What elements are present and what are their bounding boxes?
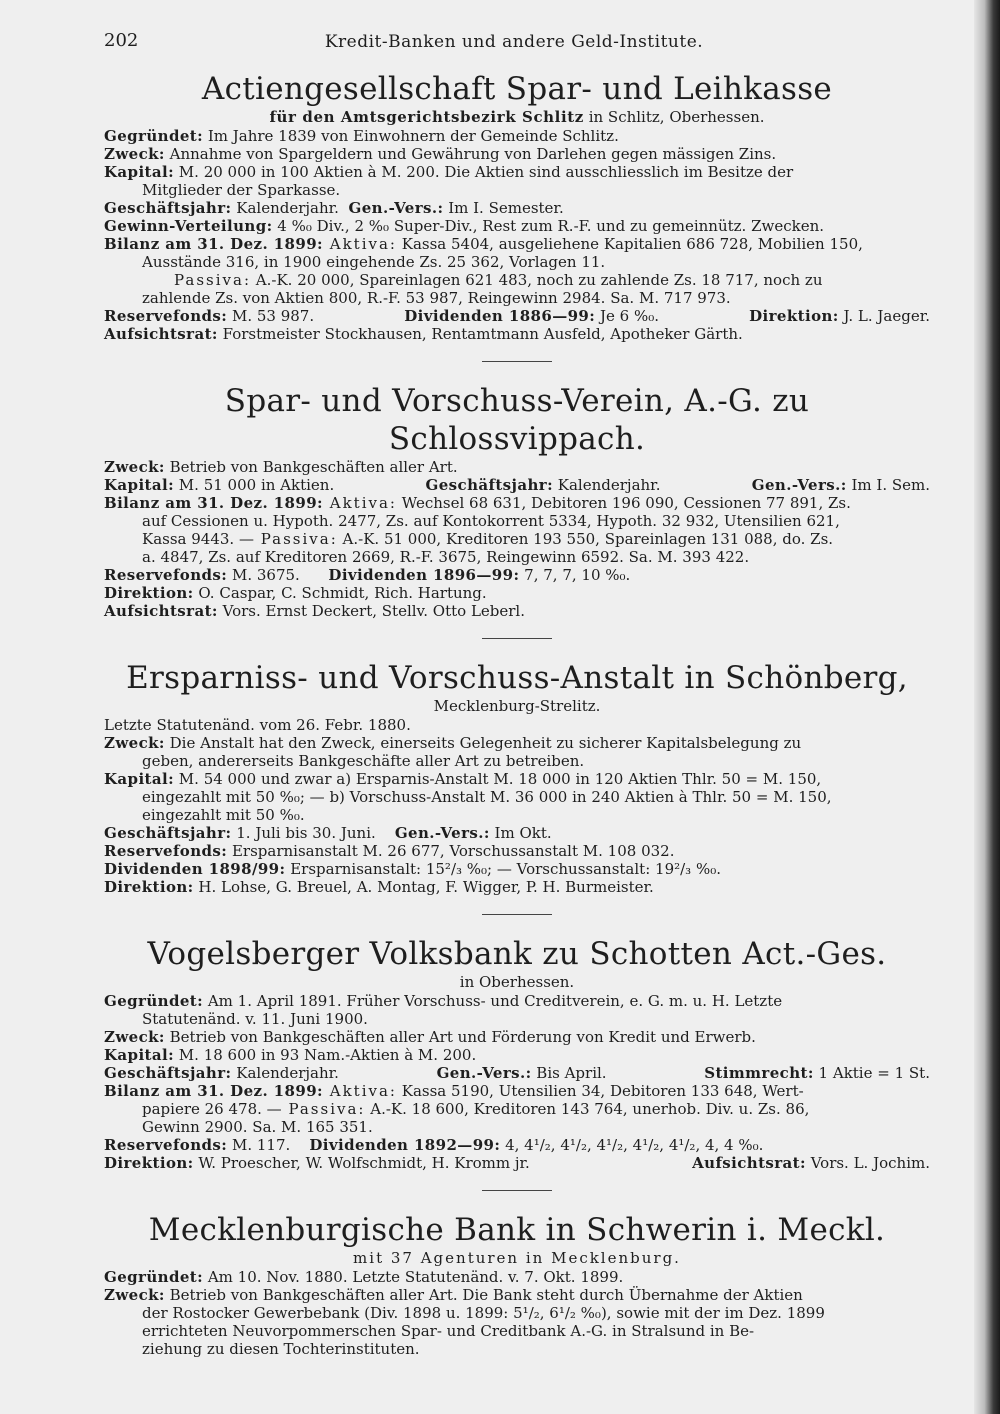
line-label: Aufsichtsrat: [104, 325, 218, 343]
line-text: Vors. L. Jochim. [805, 1154, 930, 1172]
entry-line [104, 307, 930, 325]
line-text: Betrieb von Bankgeschäften aller Art. Die Bank steht durch Übernahme der Aktien [164, 1286, 803, 1304]
line-label: Reservefonds: [104, 1136, 228, 1154]
line-text: Kalenderjahr. [231, 199, 339, 217]
entry-line [104, 1136, 930, 1154]
entry-line [104, 253, 930, 271]
line-label: Direktion: [104, 878, 194, 896]
line-text: 4, 4¹/₂, 4¹/₂, 4¹/₂, 4¹/₂, 4¹/₂, 4, 4 %₀. [500, 1136, 764, 1154]
line-text: a. 4847, Zs. auf Kreditoren 2669, R.-F. 3675, Reingewinn 6592. Sa. M. 393 422. [142, 548, 750, 566]
entry-line [104, 289, 930, 307]
line-label: Aufsichtsrat: [692, 1154, 806, 1172]
line-text: J. L. Jaeger. [838, 307, 930, 325]
line-label: Bilanz am 31. Dez. 1899: [104, 1082, 323, 1100]
line-text: 1. Juli bis 30. Juni. [231, 824, 376, 842]
line-label: Dividenden 1886—99: [404, 307, 596, 325]
line-text: 7, 7, 7, 10 %₀. [519, 566, 631, 584]
entry-schoenberg [104, 659, 930, 896]
line-text: Kassa 5190, Utensilien 34, Debitoren 133 648, Wert- [396, 1082, 804, 1100]
section-separator [482, 1190, 552, 1191]
section-separator [482, 914, 552, 915]
entry-line [104, 145, 930, 163]
line-text: O. Caspar, C. Schmidt, Rich. Hartung. [193, 584, 487, 602]
line-text: Betrieb von Bankgeschäften aller Art. [164, 458, 458, 476]
line-label: Zweck: [104, 734, 165, 752]
line-label: Kapital: [104, 770, 175, 788]
entry-line [104, 512, 930, 530]
line-label: Bilanz am 31. Dez. 1899: [104, 235, 323, 253]
line-label: Direktion: [104, 584, 194, 602]
line-text: Gewinn 2900. Sa. M. 165 351. [142, 1118, 373, 1136]
entry-title: Actiengesellschaft Spar- und Leihkasse [201, 71, 833, 107]
entry-title: Vogelsberger Volksbank zu Schotten Act.-Ges. [147, 936, 887, 972]
line-text: Statutenänd. v. 11. Juni 1900. [142, 1010, 368, 1028]
page-header [104, 30, 924, 56]
line-label: Kapital: [104, 1046, 175, 1064]
entry-subtitle: in Oberhessen. [459, 973, 575, 991]
line-text: papiere 26 478. — [142, 1100, 282, 1118]
subtitle-rest: in Schlitz, Oberhessen. [583, 108, 765, 126]
entry-line [104, 1304, 930, 1322]
line-text: Wechsel 68 631, Debitoren 196 090, Cessionen 77 891, Zs. [396, 494, 851, 512]
line-label: Aufsichtsrat: [104, 602, 218, 620]
line-text: eingezahlt mit 50 %₀; — b) Vorschuss-Anstalt M. 36 000 in 240 Aktien à Thlr. 50 = M. 150, [142, 788, 832, 806]
entry-line [104, 199, 930, 217]
line-spaced: Aktiva: [322, 494, 397, 512]
line-label: Dividenden 1892—99: [309, 1136, 501, 1154]
line-label: Gen.-Vers.: [394, 824, 490, 842]
page-edge-shadow [974, 0, 1000, 1414]
line-text: errichteten Neuvorpommerschen Spar- und Creditbank A.-G. in Stralsund in Be- [142, 1322, 755, 1340]
line-text: Forstmeister Stockhausen, Rentamtmann Ausfeld, Apotheker Gärth. [217, 325, 743, 343]
entry-line [104, 127, 930, 145]
line-text: Ersparnisanstalt: 15²/₃ %₀; — Vorschussanstalt: 19²/₃ %₀. [285, 860, 721, 878]
line-text: A.-K. 20 000, Spareinlagen 621 483, noch zu zahlende Zs. 18 717, noch zu [251, 271, 823, 289]
section-separator [482, 638, 552, 639]
entry-line [104, 842, 930, 860]
subtitle-spaced: mit 37 Agenturen in Mecklenburg. [353, 1249, 681, 1267]
line-label: Gen.-Vers.: [348, 199, 444, 217]
entry-line [104, 163, 930, 181]
entry-schotten [104, 935, 930, 1172]
line-text: der Rostocker Gewerbebank (Div. 1898 u. 1899: 5¹/₂, 6¹/₂ %₀), sowie mit der im Dez. 1899 [142, 1304, 825, 1322]
line-text: Am 10. Nov. 1880. Letzte Statutenänd. v. 7. Okt. 1899. [203, 1268, 624, 1286]
line-text: Kalenderjahr. [553, 476, 661, 494]
line-text: Ersparnisanstalt M. 26 677, Vorschussanstalt M. 108 032. [227, 842, 675, 860]
line-text: zahlende Zs. von Aktien 800, R.-F. 53 987, Reingewinn 2984. Sa. M. 717 973. [142, 289, 731, 307]
line-text: M. 18 600 in 93 Nam.-Aktien à M. 200. [174, 1046, 477, 1064]
line-spaced: Aktiva: [322, 1082, 397, 1100]
entry-line [104, 770, 930, 788]
line-label: Direktion: [104, 1154, 194, 1172]
line-label: Reservefonds: [104, 307, 228, 325]
line-label: Gegründet: [104, 992, 204, 1010]
line-text: Bis April. [531, 1064, 607, 1082]
line-text: eingezahlt mit 50 %₀. [142, 806, 305, 824]
line-text: ziehung zu diesen Tochterinstituten. [142, 1340, 420, 1358]
line-label: Zweck: [104, 145, 165, 163]
line-text: Letzte Statutenänd. vom 26. Febr. 1880. [104, 716, 411, 734]
entry-line [104, 1082, 930, 1100]
line-text: A.-K. 51 000, Kreditoren 193 550, Spareinlagen 131 088, do. Zs. [337, 530, 834, 548]
running-title: Kredit-Banken und andere Geld-Institute. [324, 32, 704, 52]
line-text: Am 1. April 1891. Früher Vorschuss- und Creditverein, e. G. m. u. H. Letzte [203, 992, 783, 1010]
line-label: Reservefonds: [104, 566, 228, 584]
line-spaced: Passiva: [174, 271, 252, 289]
line-text: Die Anstalt hat den Zweck, einerseits Gelegenheit zu sicherer Kapitalsbelegung zu [164, 734, 802, 752]
line-text: W. Proescher, W. Wolfschmidt, H. Kromm jr. [193, 1154, 530, 1172]
line-text: M. 53 987. [227, 307, 315, 325]
line-text: Im I. Semester. [443, 199, 564, 217]
entry-line [104, 566, 930, 584]
entry-line [104, 788, 930, 806]
entry-line [104, 1286, 930, 1304]
line-text: M. 54 000 und zwar a) Ersparnis-Anstalt M. 18 000 in 120 Aktien Thlr. 50 = M. 150, [174, 770, 822, 788]
entry-subtitle [104, 1249, 930, 1267]
line-label: Gen.-Vers.: [436, 1064, 532, 1082]
line-label: Kapital: [104, 476, 175, 494]
entry-line [104, 602, 930, 620]
line-label: Gegründet: [104, 127, 204, 145]
line-text: A.-K. 18 600, Kreditoren 143 764, unerhob. Div. u. Zs. 86, [365, 1100, 810, 1118]
line-text: M. 117. [227, 1136, 291, 1154]
entry-line [104, 584, 930, 602]
entry-line [104, 217, 930, 235]
line-text: Kassa 9443. — [142, 530, 254, 548]
entry-line [104, 1028, 930, 1046]
entry-line [104, 476, 930, 494]
line-label: Geschäftsjahr: [104, 1064, 232, 1082]
entry-line [104, 1100, 930, 1118]
line-label: Gegründet: [104, 1268, 204, 1286]
entry-line [104, 992, 930, 1010]
line-text: M. 3675. [227, 566, 300, 584]
line-text: auf Cessionen u. Hypoth. 2477, Zs. auf Kontokorrent 5334, Hypoth. 32 932, Utensilien 621, [142, 512, 840, 530]
line-label: Dividenden 1896—99: [328, 566, 520, 584]
line-text: Kalenderjahr. [231, 1064, 339, 1082]
entry-line [104, 325, 930, 343]
line-spaced: Aktiva: [322, 235, 397, 253]
line-text: Kassa 5404, ausgeliehene Kapitalien 686 728, Mobilien 150, [396, 235, 863, 253]
line-text: geben, andererseits Bankgeschäfte aller Art zu betreiben. [142, 752, 585, 770]
entry-line [104, 181, 930, 199]
line-text: M. 20 000 in 100 Aktien à M. 200. Die Aktien sind ausschliesslich im Besitze der [174, 163, 794, 181]
entry-title: Ersparniss- und Vorschuss-Anstalt in Schönberg, [126, 660, 908, 696]
entry-line [104, 806, 930, 824]
line-text: Betrieb von Bankgeschäften aller Art und Förderung von Kredit und Erwerb. [164, 1028, 756, 1046]
line-text: 1 Aktie = 1 St. [813, 1064, 930, 1082]
line-text: Annahme von Spargeldern und Gewährung von Darlehen gegen mässigen Zins. [164, 145, 777, 163]
line-label: Bilanz am 31. Dez. 1899: [104, 494, 323, 512]
line-text: M. 51 000 in Aktien. [174, 476, 335, 494]
line-label: Kapital: [104, 163, 175, 181]
line-text: H. Lohse, G. Breuel, A. Montag, F. Wigger, P. H. Burmeister. [193, 878, 654, 896]
line-spaced: Passiva: [281, 1100, 366, 1118]
entry-line [104, 1118, 930, 1136]
line-text: 4 %₀ Div., 2 %₀ Super-Div., Rest zum R.-F. und zu gemeinnütz. Zwecken. [272, 217, 825, 235]
entry-line [104, 271, 930, 289]
entry-line [104, 824, 930, 842]
line-text: Vors. Ernst Deckert, Stellv. Otto Leberl. [217, 602, 525, 620]
entry-line [104, 494, 930, 512]
entry-line [104, 1340, 930, 1358]
line-text: Im Okt. [489, 824, 552, 842]
line-label: Stimmrecht: [704, 1064, 814, 1082]
line-label: Zweck: [104, 1286, 165, 1304]
entry-line [104, 1268, 930, 1286]
entry-line [104, 752, 930, 770]
line-label: Gewinn-Verteilung: [104, 217, 273, 235]
line-label: Direktion: [749, 307, 839, 325]
entry-line [104, 458, 930, 476]
section-separator [482, 361, 552, 362]
line-text: Im I. Sem. [846, 476, 930, 494]
entry-subtitle: Mecklenburg-Strelitz. [433, 697, 601, 715]
line-label: Geschäftsjahr: [104, 824, 232, 842]
line-label: Reservefonds: [104, 842, 228, 860]
line-spaced: Passiva: [253, 530, 338, 548]
entry-line [104, 878, 930, 896]
entry-line [104, 1046, 930, 1064]
entry-title: Mecklenburgische Bank in Schwerin i. Meckl. [148, 1212, 886, 1248]
entry-line [104, 548, 930, 566]
page-content [104, 70, 930, 1358]
entry-line [104, 1154, 930, 1172]
entry-line [104, 734, 930, 752]
line-label: Zweck: [104, 1028, 165, 1046]
entry-line [104, 1064, 930, 1082]
entry-line [104, 530, 930, 548]
line-text: Mitglieder der Sparkasse. [142, 181, 341, 199]
entry-subtitle [104, 108, 930, 126]
line-label: Gen.-Vers.: [751, 476, 847, 494]
line-label: Zweck: [104, 458, 165, 476]
entry-line [104, 1322, 930, 1340]
entry-schwerin [104, 1211, 930, 1358]
entry-schlitz [104, 70, 930, 343]
line-text: Ausstände 316, in 1900 eingehende Zs. 25 362, Vorlagen 11. [142, 253, 606, 271]
page-number: 202 [104, 30, 139, 51]
line-label: Geschäftsjahr: [425, 476, 554, 494]
entry-line [104, 716, 930, 734]
subtitle-bold: für den Amtsgerichtsbezirk Schlitz [269, 108, 584, 126]
entry-line [104, 860, 930, 878]
line-label: Dividenden 1898/99: [104, 860, 286, 878]
line-text: Im Jahre 1839 von Einwohnern der Gemeinde Schlitz. [203, 127, 619, 145]
entry-schlossvippach [104, 382, 930, 620]
line-text: Je 6 %₀. [595, 307, 659, 325]
entry-line [104, 1010, 930, 1028]
entry-line [104, 235, 930, 253]
entry-title: Spar- und Vorschuss-Verein, A.-G. zu Schlossvippach. [224, 383, 810, 457]
line-label: Geschäftsjahr: [104, 199, 232, 217]
